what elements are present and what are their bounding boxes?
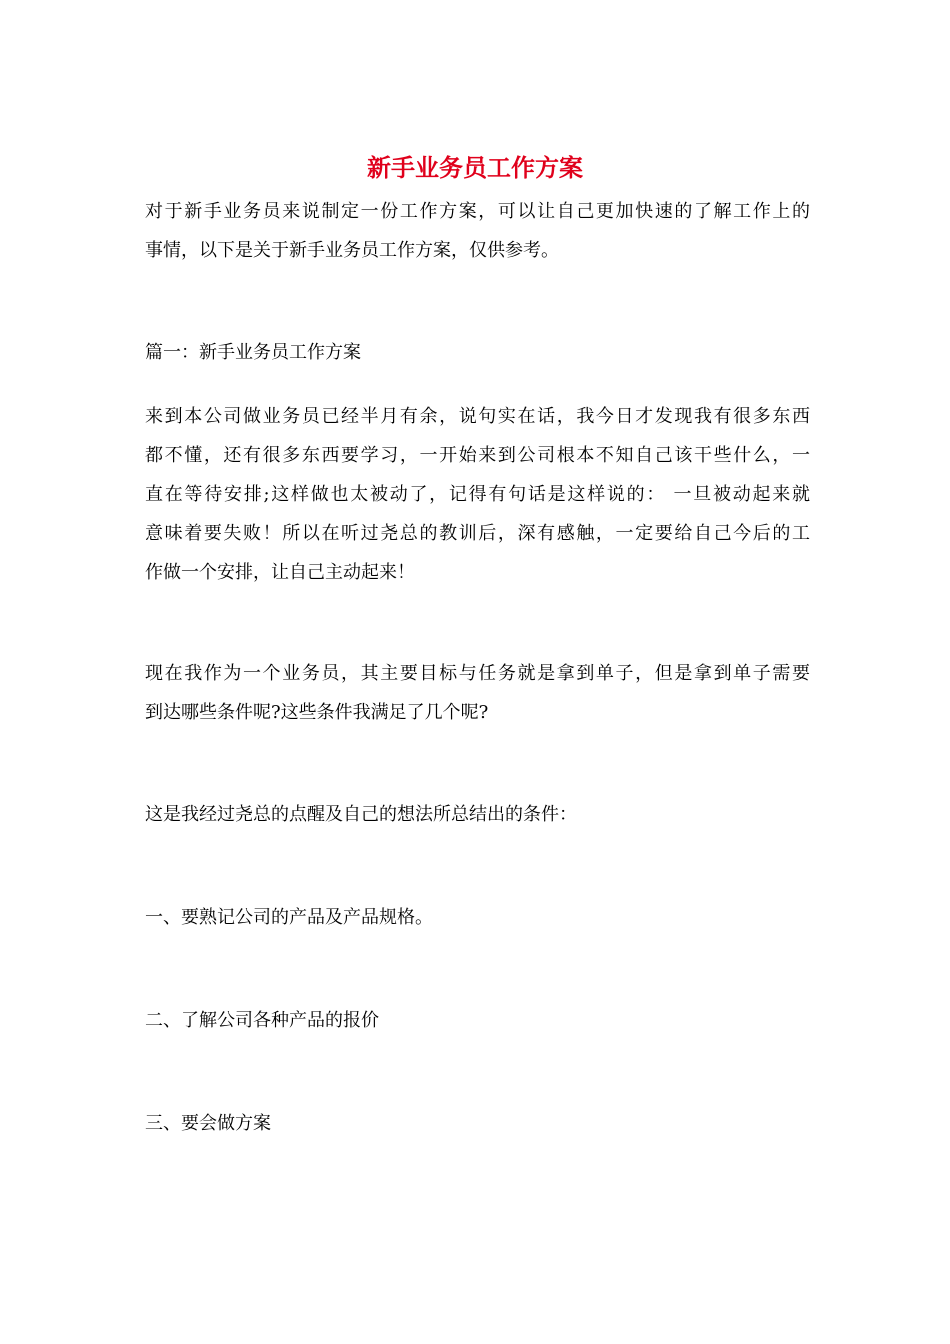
- body-line: 来到本公司做业务员已经半月有余，说句实在话，我今日才发现我有很多东西: [145, 406, 810, 427]
- list-item-text: 二、了解公司各种产品的报价: [145, 1010, 379, 1031]
- document-title: 新手业务员工作方案: [367, 153, 583, 182]
- body-line: 现在我作为一个业务员，其主要目标与任务就是拿到单子，但是拿到单子需要: [145, 663, 810, 684]
- list-item-text: 一、要熟记公司的产品及产品规格。: [145, 907, 433, 928]
- body-line: 直在等待安排;这样做也太被动了，记得有句话是这样说的： 一旦被动起来就: [145, 484, 810, 505]
- list-item: [145, 1001, 810, 1040]
- body-line: 意味着要失败！所以在听过尧总的教训后，深有感触，一定要给自己今后的工: [145, 523, 810, 544]
- section-heading: [145, 333, 810, 372]
- section-heading-text: 篇一：新手业务员工作方案: [145, 342, 361, 363]
- list-item-text: 三、要会做方案: [145, 1113, 271, 1134]
- list-item: [145, 898, 810, 937]
- intro-line: 对于新手业务员来说制定一份工作方案，可以让自己更加快速的了解工作上的: [145, 201, 810, 222]
- body-paragraph-1: [145, 397, 810, 592]
- body-paragraph-3: [145, 795, 810, 834]
- body-paragraph-2: [145, 654, 810, 732]
- list-item: [145, 1104, 810, 1143]
- intro-line: 事情，以下是关于新手业务员工作方案，仅供参考。: [145, 240, 559, 261]
- intro-paragraph: [145, 192, 810, 270]
- body-line: 到达哪些条件呢?这些条件我满足了几个呢?: [145, 702, 489, 723]
- body-line: 这是我经过尧总的点醒及自己的想法所总结出的条件：: [145, 804, 577, 825]
- body-line: 作做一个安排，让自己主动起来！: [145, 562, 415, 583]
- body-line: 都不懂，还有很多东西要学习，一开始来到公司根本不知自己该干些什么，一: [145, 445, 810, 466]
